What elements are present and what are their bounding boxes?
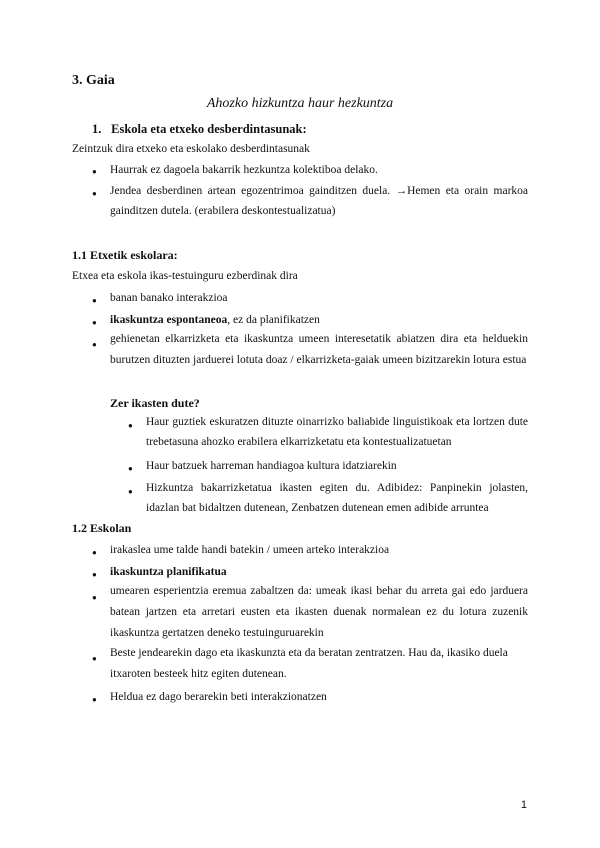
bullet-dot-icon: ●	[128, 421, 133, 430]
bullet-dot-icon: ●	[92, 695, 97, 704]
bullet-dot-icon: ●	[92, 189, 97, 198]
bullet-dot-icon: ●	[92, 318, 97, 327]
list-item: banan banako interakzioa	[110, 292, 228, 304]
bullet-dot-icon: ●	[128, 487, 133, 496]
bullet-dot-icon: ●	[92, 167, 97, 176]
list-item: Haurrak ez dagoela bakarrik hezkuntza kolektiboa delako.	[110, 164, 378, 176]
section-1-number: 1.	[92, 122, 102, 136]
list-item: Beste jendearekin dago eta ikaskunzta eta da beratan zentratzen. Hau da, ikasiko duela itxaroten besteek hitz egiten dutenean.	[110, 647, 508, 680]
bullet-dot-icon: ●	[128, 464, 133, 473]
bullet-dot-icon: ●	[92, 548, 97, 557]
page-title: Ahozko hizkuntza haur hezkuntza	[206, 96, 394, 111]
section-1-intro: Zeintzuk dira etxeko eta eskolako desberdintasunak	[72, 143, 310, 155]
section-1-1-intro: Etxea eta eskola ikas-testuinguru ezberdinak dira	[72, 270, 298, 282]
bullet-dot-icon: ●	[92, 654, 97, 663]
list-item	[110, 314, 320, 326]
section-1-1-heading: 1.1 Etxetik eskolara:	[72, 248, 178, 262]
list-item-rest: , ez da planifikatzen	[227, 314, 320, 326]
list-item: Jendea desberdinen artean egozentrimoa gainditzen duela. →Hemen eta orain markoa gainditzen dutela. (erabilera deskontestualizatua)	[110, 185, 528, 217]
bullet-dot-icon: ●	[92, 593, 97, 602]
list-item: umearen esperientzia eremua zabaltzen da: umeak ikasi behar du arreta gai edo jarduera batean jartzen eta arretari eusten eta ikasten duenak normalean ez du lotura zuzenik ikaskuntza gertatzen deneko testuinguruarekin	[110, 585, 528, 639]
sub-heading: Zer ikasten dute?	[110, 396, 200, 410]
bullet-dot-icon: ●	[92, 340, 97, 349]
chapter-title: 3. Gaia	[72, 73, 115, 88]
list-item	[110, 566, 227, 578]
bullet-dot-icon: ●	[92, 296, 97, 305]
section-1-heading	[92, 122, 307, 137]
page-number: 1	[520, 799, 527, 811]
section-1-heading-text: Eskola eta etxeko desberdintasunak:	[111, 122, 307, 136]
list-item: Heldua ez dago berarekin beti interakzionatzen	[110, 691, 327, 703]
sub-list-item: Hizkuntza bakarrizketatua ikasten egiten du. Adibidez: Panpinekin jolasten, idazlan bat bidaltzen dutenean, Zenbatzen dutenean emen adibide arruntea	[146, 482, 528, 514]
sub-list-item: Haur batzuek harreman handiagoa kultura idatziarekin	[146, 460, 397, 472]
section-1-2-heading: 1.2 Eskolan	[72, 521, 132, 535]
bold-term: ikaskuntza planifikatua	[110, 566, 227, 578]
sub-list-item: Haur guztiek eskuratzen dituzte oinarrizko baliabide linguistikoak eta lortzen dute trebetasuna ahozko erabilera elkarrizketatu eta kontestualizatuetan	[146, 416, 528, 448]
list-item: gehienetan elkarrizketa eta ikaskuntza umeen interesetatik abiatzen dira eta helduekin burutzen dituzten jarduerei lotuta doaz / elkarrizketa-gaiak umeen bizitzarekin lotura estua	[110, 333, 528, 366]
bold-term: ikaskuntza espontaneoa	[110, 314, 228, 326]
bullet-dot-icon: ●	[92, 570, 97, 579]
list-item: irakaslea ume talde handi batekin / umeen arteko interakzioa	[110, 544, 390, 556]
